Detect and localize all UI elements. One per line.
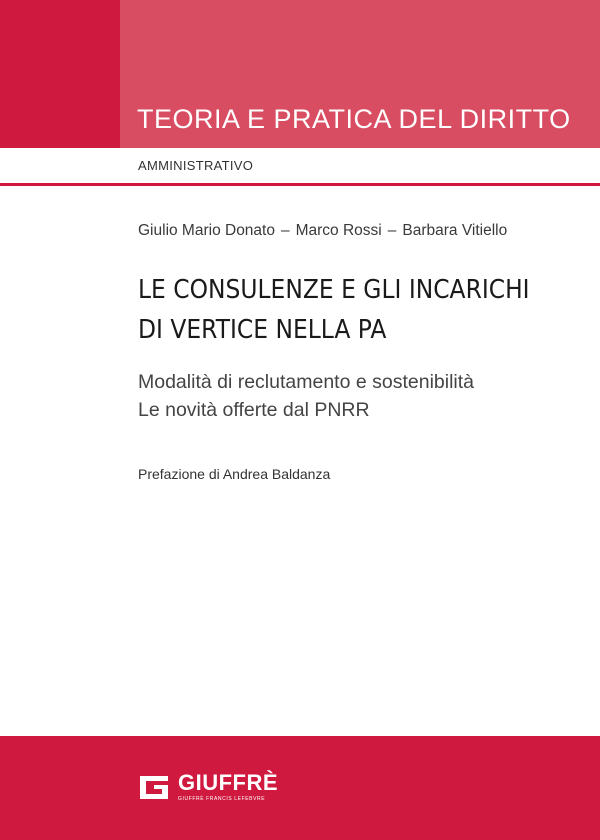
series-title: TEORIA E PRATICA DEL DIRITTO <box>137 104 571 134</box>
bottom-band <box>0 736 600 840</box>
publisher-tagline: GIUFFRÈ FRANCIS LEFEBVRE <box>178 796 266 802</box>
book-title-line-2: DI VERTICE NELLA PA <box>138 315 387 345</box>
book-subtitle-line-2: Le novità offerte dal PNRR <box>138 399 370 421</box>
publisher-logo-text <box>178 772 278 802</box>
series-subtitle: AMMINISTRATIVO <box>138 158 254 173</box>
top-band-left <box>0 0 120 148</box>
author-separator: – <box>387 222 397 239</box>
author-separator: – <box>280 222 290 239</box>
publisher-logo <box>138 769 278 805</box>
book-subtitle-line-1: Modalità di reclutamento e sostenibilità <box>138 371 475 393</box>
publisher-name: GIUFFRÈ <box>178 770 279 795</box>
preface-credit: Prefazione di Andrea Baldanza <box>138 466 331 482</box>
book-title-line-1: LE CONSULENZE E GLI INCARICHI <box>138 275 530 305</box>
author-1: Giulio Mario Donato <box>138 222 275 239</box>
book-subtitle <box>138 368 474 424</box>
author-3: Barbara Vitiello <box>402 222 508 239</box>
giuffre-logo-mark-icon <box>138 772 172 802</box>
authors-line <box>138 222 507 240</box>
book-title <box>138 270 530 350</box>
divider-rule <box>0 183 600 186</box>
author-2: Marco Rossi <box>295 222 382 239</box>
